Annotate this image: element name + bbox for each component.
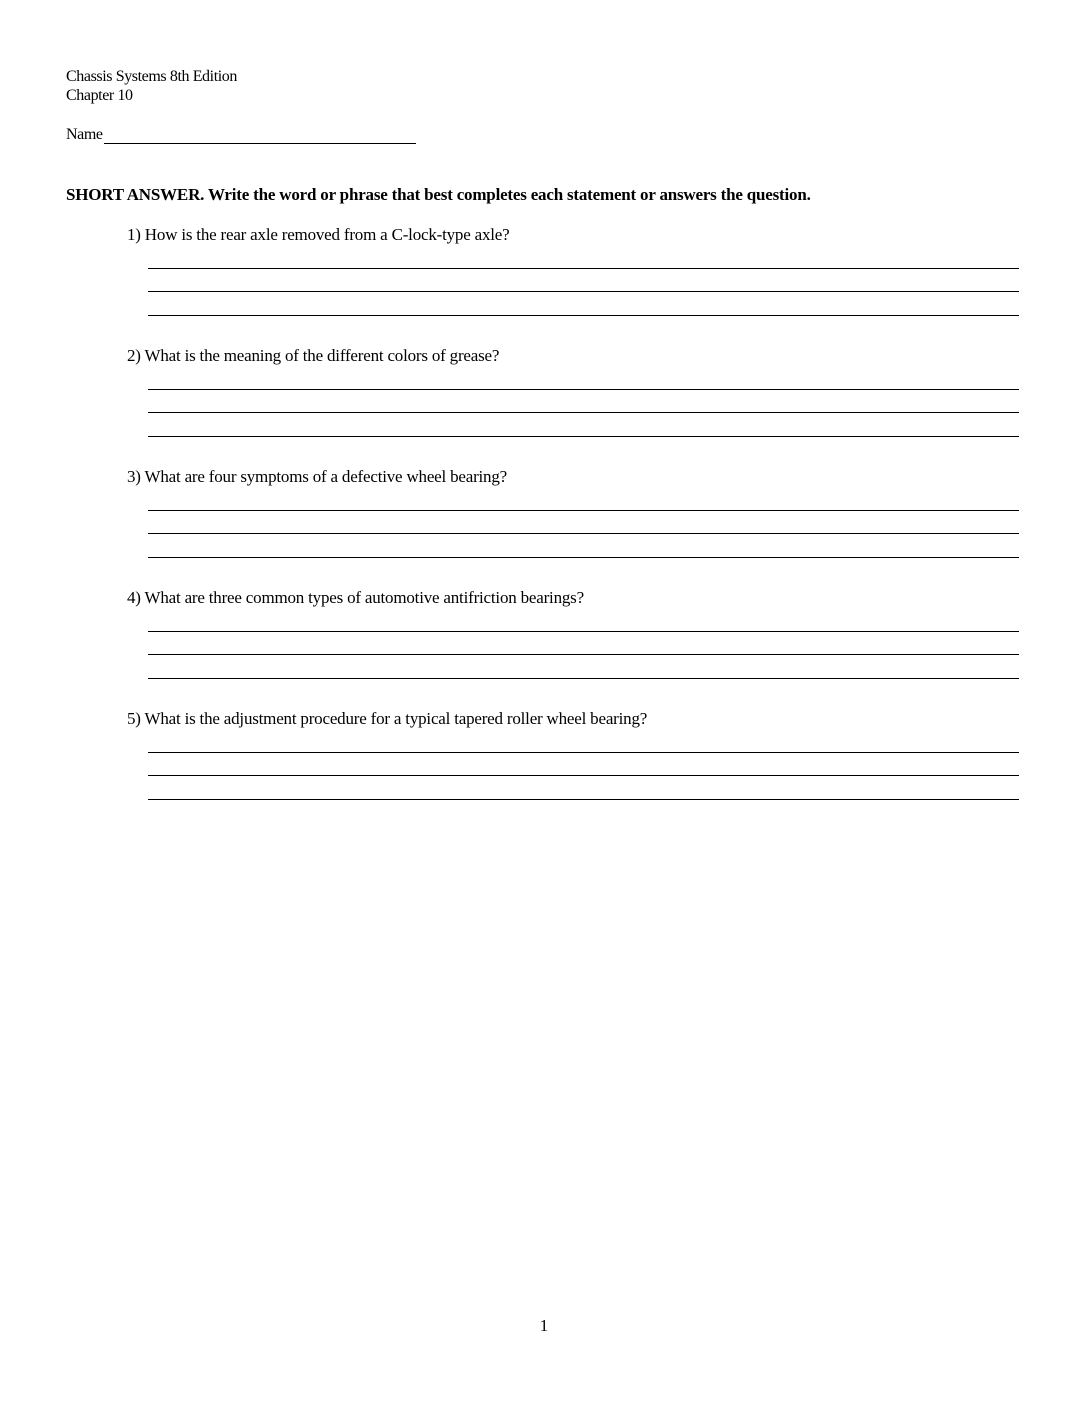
- answer-line[interactable]: [148, 315, 1019, 316]
- chapter-title: Chapter 10: [66, 87, 133, 104]
- course-title: Chassis Systems 8th Edition: [66, 68, 237, 85]
- name-label: Name: [66, 126, 103, 143]
- question-1: [127, 225, 1019, 335]
- question-text: 2) What is the meaning of the different colors of grease?: [127, 346, 500, 365]
- answer-line[interactable]: [148, 654, 1019, 655]
- answer-line[interactable]: [148, 412, 1019, 413]
- question-2: [127, 346, 1019, 456]
- name-field-row: [66, 125, 416, 144]
- answer-line[interactable]: [148, 775, 1019, 776]
- question-text: 1) How is the rear axle removed from a C-lock-type axle?: [127, 225, 510, 244]
- question-text: 3) What are four symptoms of a defective wheel bearing?: [127, 467, 508, 486]
- answer-line[interactable]: [148, 389, 1019, 390]
- question-text: 5) What is the adjustment procedure for a typical tapered roller wheel bearing?: [127, 709, 648, 728]
- page-number: 1: [539, 1316, 549, 1335]
- question-4: [127, 588, 1019, 698]
- question-5: [127, 709, 1019, 819]
- name-blank-line[interactable]: [104, 125, 416, 144]
- section-instructions: SHORT ANSWER. Write the word or phrase that best completes each statement or answers the question.: [66, 185, 811, 204]
- answer-line[interactable]: [148, 291, 1019, 292]
- answer-line[interactable]: [148, 533, 1019, 534]
- answer-line[interactable]: [148, 268, 1019, 269]
- answer-line[interactable]: [148, 799, 1019, 800]
- answer-line[interactable]: [148, 678, 1019, 679]
- document-header: [66, 67, 237, 105]
- answer-line[interactable]: [148, 510, 1019, 511]
- answer-line[interactable]: [148, 631, 1019, 632]
- answer-line[interactable]: [148, 436, 1019, 437]
- answer-line[interactable]: [148, 752, 1019, 753]
- question-3: [127, 467, 1019, 577]
- answer-line[interactable]: [148, 557, 1019, 558]
- question-text: 4) What are three common types of automotive antifriction bearings?: [127, 588, 584, 607]
